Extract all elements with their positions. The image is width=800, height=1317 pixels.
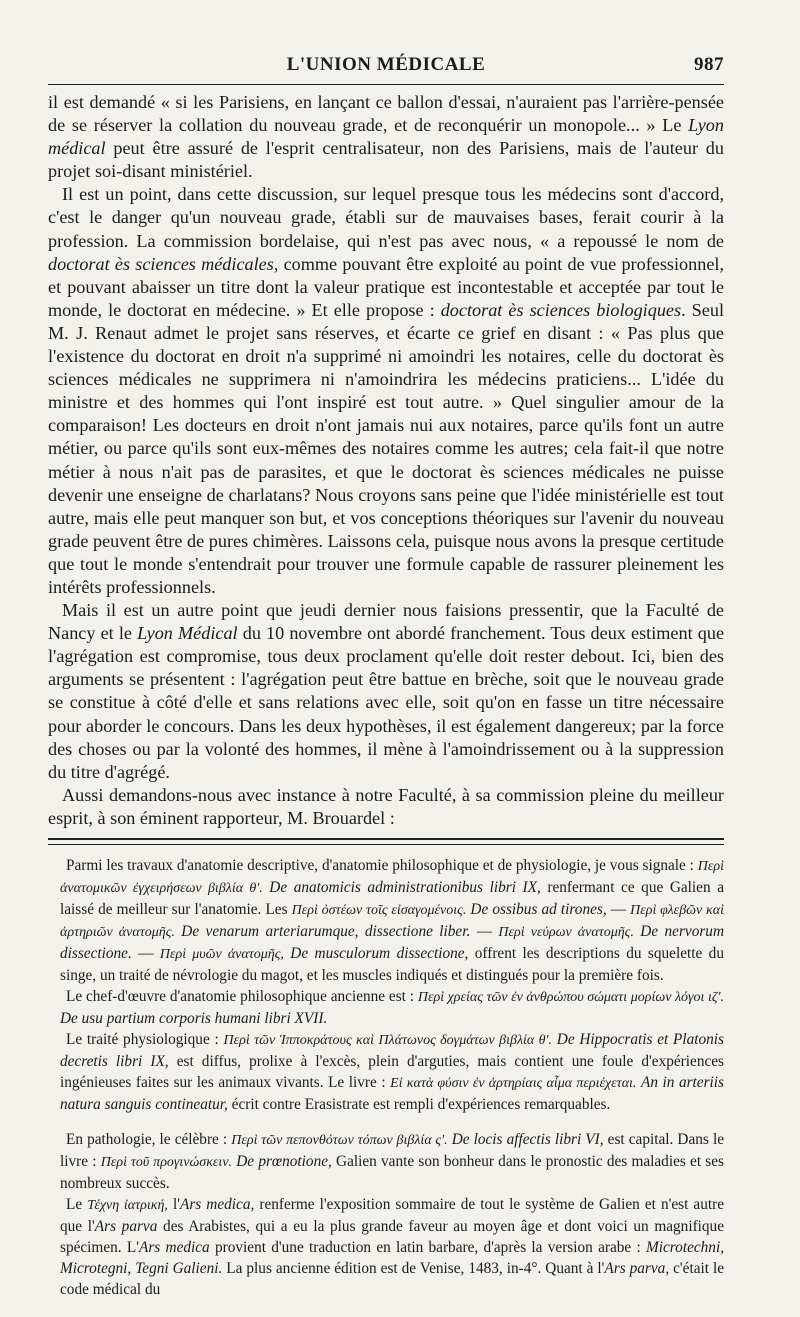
paragraph: il est demandé « si les Parisiens, en lançant ce ballon d'essai, n'auraient pas l'arrière-pensée de se réserver la collation du nouveau grade, et de reconquérir un monopole... » Le Lyon médical peut être assuré de l'esprit centralisateur, non des Parisiens, mais de l'auteur du projet soi-disant ministériel. (48, 92, 724, 182)
paragraph: Il est un point, dans cette discussion, sur lequel presque tous les médecins sont d'accord, c'est le danger qu'un nouveau grade, établi sur de mauvaises bases, ferait courir à la profession. La commission bordelaise, qui n'est pas avec nous, « a repoussé le nom de doctorat ès sciences médicales, comme pouvant être exploité au point de vue professionnel, et pouvant abaisser un titre dont la valeur pratique est incontestable et acceptée par tout le monde, le doctorat en médecine. » Et elle propose : doctorat ès sciences biologiques. Seul M. J. Renaut admet le projet sans réserves, et écarte ce grief en disant : « Pas plus que l'existence du doctorat en droit n'a supprimé ni amoindri les notaires, celle du doctorat ès sciences médicales ne supprimera ni n'amoindrira les médecins praticiens... L'idée du ministre et des hommes qui l'ont inspiré est tout autre. » Quel singulier amour de la comparaison! Les docteurs en droit n'ont jamais nui aux notaires, parce qu'ils font un autre métier, ou parce qu'ils sont eux-mêmes des notaires comme les autres; cela fait-il que notre métier à nous n'ait pas de parasites, et que le doctorat ès sciences médicales ne puisse devenir une enseigne de charlatans? Nous croyons sans peine que l'idée ministérielle est tout autre, mais elle peut manquer son but, et vos conceptions théoriques sur l'avenir du nouveau grade peuvent être de pures chimères. Laissons cela, puisque nous avons la presque certitude que tout le monde s'entendrait pour trouver une formule capable de rassurer pleinement les intérêts professionnels. (48, 184, 724, 597)
footnote-paragraph: Parmi les travaux d'anatomie descriptive, d'anatomie philosophique et de physiologie, je vous signale : Περὶ ἀνατομικῶν ἐγχειρήσεων βιβλία θ'. De anatomicis administrationibus libri IX, renfermant ce que Galien a laissé de meilleur sur l'anatomie. Les Περὶ ὀστέων τοῖς εἰσαγομένοις. De ossibus ad tirones, — Περὶ φλεβῶν καὶ ἀρτηριῶν ἀνατομῆς. De venarum arteriarumque, dissectione liber. — Περὶ νεύρων ἀνατομῆς. De nervorum dissectione. — Περὶ μυῶν ἀνατομῆς, De musculorum dissectione, offrent les descriptions du squelette du singe, un traité de névrologie du magot, et les muscles indiqués et distingués pour la première fois. (60, 857, 724, 984)
footnote-rule-thin (48, 844, 724, 845)
footnote-paragraph: Le Τέχνη ἰατρική, l'Ars medica, renferme l'exposition sommaire de tout le système de Galien et n'est autre que l'Ars parva des Arabistes, qui a eu la plus grande faveur au moyen âge et dont voici un magnifique spécimen. L'Ars medica provient d'une traduction en latin barbare, d'après la version arabe : Microtechni, Microtegni, Tegni Galieni. La plus ancienne édition est de Venise, 1483, in-4°. Quant à l'Ars parva, c'était le code médical du (60, 1196, 725, 1298)
article-body (48, 91, 724, 830)
footnote-paragraph: En pathologie, le célèbre : Περὶ τῶν πεπονθότων τόπων βιβλία ς'. De locis affectis libri VI, est capital. Dans le livre : Περὶ τοῦ προγινώσκειν. De prœnotione, Galien vante son bonheur dans le pronostic des maladies et ses nombreux succès. (60, 1131, 724, 1192)
page (48, 44, 724, 1300)
header-rule (48, 84, 724, 85)
running-title: L'UNION MÉDICALE (286, 54, 486, 75)
paragraph: Mais il est un autre point que jeudi dernier nous faisions pressentir, que la Faculté de Nancy et le Lyon Médical du 10 novembre ont abordé franchement. Tous deux estiment que l'agrégation est compromise, tous deux proclament qu'elle doit rester debout. Ici, bien des arguments se présentent : l'agrégation peut être battue en brèche, soit que le nouveau grade se constitue à côté d'elle et sans relations avec elle, soit qu'on en fasse un titre nécessaire pour aborder le concours. Dans les deux hypothèses, il est également dangereux; par la force des choses ou par la volonté des hommes, il mène à l'amoindrissement ou à la suppression du titre d'agrégé. (48, 600, 725, 782)
page-number: 987 (694, 54, 724, 75)
footnote-paragraph: Le chef-d'œuvre d'anatomie philosophique ancienne est : Περὶ χρείας τῶν ἐν ἀνθρώπου σώματι μορίων λόγοι ιζ'. De usu partium corporis humani libri XVII. (60, 988, 724, 1027)
paragraph: Aussi demandons-nous avec instance à notre Faculté, à sa commission pleine du meilleur esprit, à son éminent rapporteur, M. Brouardel : (48, 784, 724, 828)
footnote-rule (48, 838, 724, 840)
footnote (48, 855, 724, 1300)
running-head (48, 44, 724, 80)
footnote-paragraph: Le traité physiologique : Περὶ τῶν Ἱπποκράτους καὶ Πλάτωνος δογμάτων βιβλία θ'. De Hippocratis et Platonis decretis libri IX, est diffus, prolixe à l'excès, plein d'arguties, mais contient une foule d'expériences ingénieuses faites sur les animaux vivants. Le livre : Εἰ κατὰ φύσιν ἐν ἀρτηρίαις αἷμα περιέχεται. An in arteriis natura sanguis contineatur, écrit contre Erasistrate est rempli d'expériences remarquables. (60, 1031, 724, 1113)
